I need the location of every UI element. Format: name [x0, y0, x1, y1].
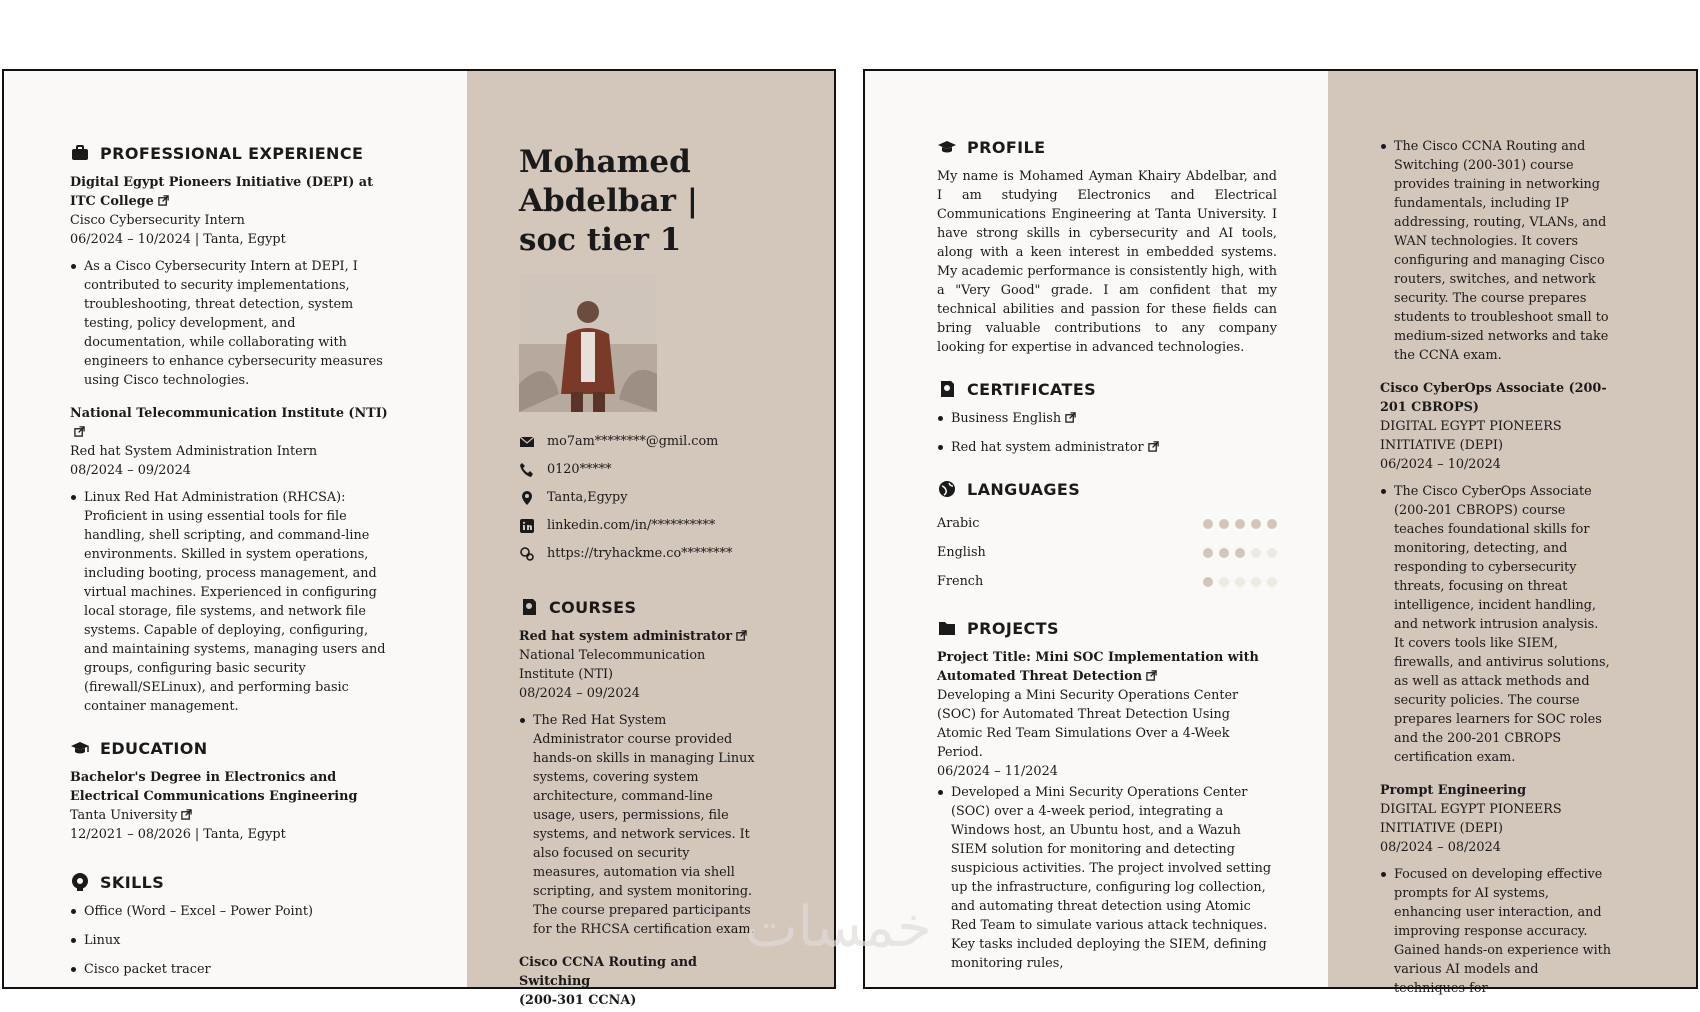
experience-date: 06/2024 – 10/2024 | Tanta, Egypt — [70, 232, 286, 247]
course-name: Prompt Engineering — [1380, 783, 1527, 798]
course-provider: DIGITAL EGYPT PIONEERS INITIATIVE (DEPI) — [1380, 802, 1562, 836]
graduation-cap-icon — [70, 738, 90, 758]
watermark: خمسات — [745, 895, 932, 960]
level-dot-filled — [1203, 577, 1213, 587]
education-date: 12/2021 – 08/2026 | Tanta, Egypt — [70, 827, 286, 842]
courses-title: COURSES — [549, 597, 637, 617]
right-content — [1380, 137, 1612, 1012]
language-list — [937, 509, 1277, 596]
course-item — [1380, 781, 1612, 998]
level-dot-empty — [1251, 577, 1261, 587]
course-item — [1380, 137, 1612, 365]
page1-left-column — [4, 71, 471, 987]
graduation-cap-icon — [937, 137, 957, 157]
experience-item — [70, 404, 394, 716]
right-content — [519, 143, 759, 1010]
experience-header — [70, 143, 394, 163]
skill-item: Cisco packet tracer — [84, 960, 394, 979]
contact-linkedin[interactable]: linkedin.com/in/********** — [519, 516, 759, 535]
level-dot-filled — [1219, 519, 1229, 529]
level-dot-empty — [1267, 577, 1277, 587]
external-link-icon[interactable] — [158, 195, 169, 206]
level-dot-empty — [1251, 548, 1261, 558]
external-link-icon[interactable] — [74, 426, 85, 437]
skill-item: Office (Word – Excel – Power Point) — [84, 902, 394, 921]
languages-header — [937, 479, 1277, 499]
course-date: 06/2024 – 10/2024 — [1380, 457, 1501, 472]
level-dot-filled — [1235, 519, 1245, 529]
course-bullet: Focused on developing effective prompts for AI systems, enhancing user interaction, and improving response accuracy. Gained hands-on experience with various AI models and techniques for — [1394, 867, 1612, 996]
profile-photo — [519, 274, 657, 412]
skills-header — [70, 872, 394, 892]
linkedin-icon — [519, 518, 535, 534]
course-name[interactable]: Red hat system administrator — [519, 627, 759, 646]
briefcase-icon — [70, 143, 90, 163]
level-dot-empty — [1235, 577, 1245, 587]
left-content — [70, 143, 394, 989]
language-level — [1203, 548, 1277, 558]
folder-icon — [937, 618, 957, 638]
project-date: 06/2024 – 11/2024 — [937, 764, 1058, 779]
project-desc: Developing a Mini Security Operations Center (SOC) for Automated Threat Detection Using Atomic Red Team Simulations Over a 4-Week Period. — [937, 688, 1239, 760]
certificate-icon — [519, 597, 539, 617]
course-bullet: The Red Hat System Administrator course provided hands-on skills in managing Linux systems, covering system architecture, command-line usage, users, permissions, file systems, and network services. It also focused on security measures, automation via shell scripting, and system monitoring. The course prepared participants for the RHCSA certification exam. — [533, 711, 759, 939]
candidate-name: Mohamed Abdelbar | soc tier 1 — [519, 144, 699, 258]
external-link-icon[interactable] — [736, 630, 747, 641]
course-provider: National Telecommunication Institute (NTI) — [519, 648, 706, 682]
certificate-item[interactable]: Business English — [951, 409, 1277, 428]
profile-text: My name is Mohamed Ayman Khairy Abdelbar, and I am studying Electronics and Electrical Communications Engineering at Tanta University. I have strong skills in cybersecurity and AI tools, along with a keen interest in embedded systems. My academic performance is consistently high, with a "Very Good" grade. I am confident that my technical abilities and passion for these fields can bring valuable contributions to any company looking for expertise in advanced technologies. — [937, 169, 1277, 355]
avatar — [519, 274, 657, 412]
location-icon — [519, 490, 535, 506]
course-name: Cisco CCNA Routing and Switching — [519, 955, 697, 989]
education-header — [70, 738, 394, 758]
language-row — [937, 567, 1277, 596]
experience-org[interactable]: National Telecommunication Institute (NTI) — [70, 404, 394, 442]
language-row — [937, 538, 1277, 567]
skill-item: Linux — [84, 931, 394, 950]
level-dot-filled — [1235, 548, 1245, 558]
skills-title: SKILLS — [100, 872, 165, 892]
level-dot-empty — [1219, 577, 1229, 587]
contact-location: Tanta,Egypy — [519, 488, 759, 507]
projects-title: PROJECTS — [967, 618, 1059, 638]
course-date: 08/2024 – 09/2024 — [519, 686, 640, 701]
left-content — [937, 137, 1277, 987]
course-item — [1380, 379, 1612, 767]
profile-header — [937, 137, 1277, 157]
course-bullet: The Cisco CCNA Routing and Switching (200-301) course provides training in networking fundamentals, including IP addressing, routing, VLANs, and WAN technologies. It covers configuring and managing Cisco routers, switches, and network security. The course prepares students to troubleshoot small to medium-sized networks and take the CCNA exam. — [1394, 137, 1612, 365]
experience-role: Cisco Cybersecurity Intern — [70, 213, 245, 228]
course-item — [519, 627, 759, 939]
education-title: EDUCATION — [100, 738, 208, 758]
contact-website[interactable]: https://tryhackme.co******** — [519, 544, 759, 563]
page2-right-column — [1328, 71, 1696, 996]
certificate-item[interactable]: Red hat system administrator — [951, 438, 1277, 457]
course-date: 08/2024 – 08/2024 — [1380, 840, 1501, 855]
experience-item — [70, 173, 394, 390]
level-dot-filled — [1219, 548, 1229, 558]
language-name: English — [937, 545, 986, 560]
email-icon — [519, 434, 535, 450]
course-name: Cisco CyberOps Associate (200-201 CBROPS) — [1380, 381, 1607, 415]
level-dot-filled — [1203, 548, 1213, 558]
education-item — [70, 768, 394, 844]
language-level — [1203, 577, 1277, 587]
project-name[interactable]: Project Title: Mini SOC Implementation with Automated Threat Detection — [937, 650, 1259, 684]
phone-icon — [519, 462, 535, 478]
external-link-icon[interactable] — [1146, 670, 1157, 681]
level-dot-filled — [1267, 519, 1277, 529]
level-dot-filled — [1203, 519, 1213, 529]
contact-email[interactable]: mo7am********@gmil.com — [519, 432, 759, 451]
certificates-header — [937, 379, 1277, 399]
external-link-icon[interactable] — [1065, 412, 1076, 423]
education-degree: Bachelor's Degree in Electronics and Electrical Communications Engineering — [70, 770, 358, 804]
experience-title: PROFESSIONAL EXPERIENCE — [100, 143, 364, 163]
education-school[interactable]: Tanta University — [70, 806, 394, 825]
language-name: French — [937, 574, 984, 589]
resume-page-1 — [2, 69, 836, 1008]
page2-left-column — [865, 71, 1332, 987]
certificates-title: CERTIFICATES — [967, 379, 1097, 399]
project-bullet: Developed a Mini Security Operations Center (SOC) over a 4-week period, integrating a Windows host, an Ubuntu host, and a Wazuh SIEM solution for monitoring and detecting suspicious activities. The project involved setting up the infrastructure, configuring log collection, and automating threat detection using Atomic Red Team to simulate various attack techniques. Key tasks included deploying the SIEM, defining monitoring rules, — [951, 783, 1277, 973]
external-link-icon[interactable] — [1148, 441, 1159, 452]
course-bullet: The Cisco CyberOps Associate (200-201 CBROPS) course teaches foundational skills for monitoring, detecting, and responding to cybersecurity threats, focusing on threat intelligence, incident handling, and network intrusion analysis. It covers tools like SIEM, firewalls, and antivirus solutions, as well as attack methods and security policies. The course prepares learners for SOC roles and the 200-201 CBROPS certification exam. — [1394, 482, 1612, 767]
level-dot-filled — [1251, 519, 1261, 529]
courses-header — [519, 597, 759, 617]
external-link-icon[interactable] — [181, 809, 192, 820]
language-row — [937, 509, 1277, 538]
brain-icon — [70, 872, 90, 892]
level-dot-empty — [1267, 548, 1277, 558]
experience-org[interactable]: Digital Egypt Pioneers Initiative (DEPI) at ITC College — [70, 175, 373, 209]
projects-header — [937, 618, 1277, 638]
language-level — [1203, 519, 1277, 529]
course-provider: DIGITAL EGYPT PIONEERS INITIATIVE (DEPI) — [1380, 419, 1562, 453]
project-item — [937, 648, 1277, 973]
globe-icon — [937, 479, 957, 499]
experience-bullet: As a Cisco Cybersecurity Intern at DEPI, I contributed to security implementations, troubleshooting, threat detection, system testing, policy development, and documentation, while collaborating with engineers to enhance cybersecurity measures using Cisco technologies. — [84, 257, 394, 390]
experience-role: Red hat System Administration Intern — [70, 444, 318, 459]
page1-right-column — [467, 71, 834, 1008]
certificate-icon — [937, 379, 957, 399]
contact-phone[interactable]: 0120***** — [519, 460, 759, 479]
profile-title: PROFILE — [967, 137, 1046, 157]
experience-date: 08/2024 – 09/2024 — [70, 463, 191, 478]
experience-bullet: Linux Red Hat Administration (RHCSA): Proficient in using essential tools for file handling, shell scripting, and command-line environments. Skilled in system operations, including booting, process management, and virtual machines. Experienced in configuring local storage, file systems, and network file systems. Capable of deploying, configuring, and maintaining systems, managing users and groups, configuring basic security (firewall/SELinux), and performing basic container management. — [84, 488, 394, 716]
language-name: Arabic — [937, 516, 980, 531]
course-name-cont: (200-301 CCNA) — [519, 993, 637, 1008]
languages-title: LANGUAGES — [967, 479, 1081, 499]
link-icon — [519, 546, 535, 562]
resume-page-2 — [863, 69, 1698, 996]
